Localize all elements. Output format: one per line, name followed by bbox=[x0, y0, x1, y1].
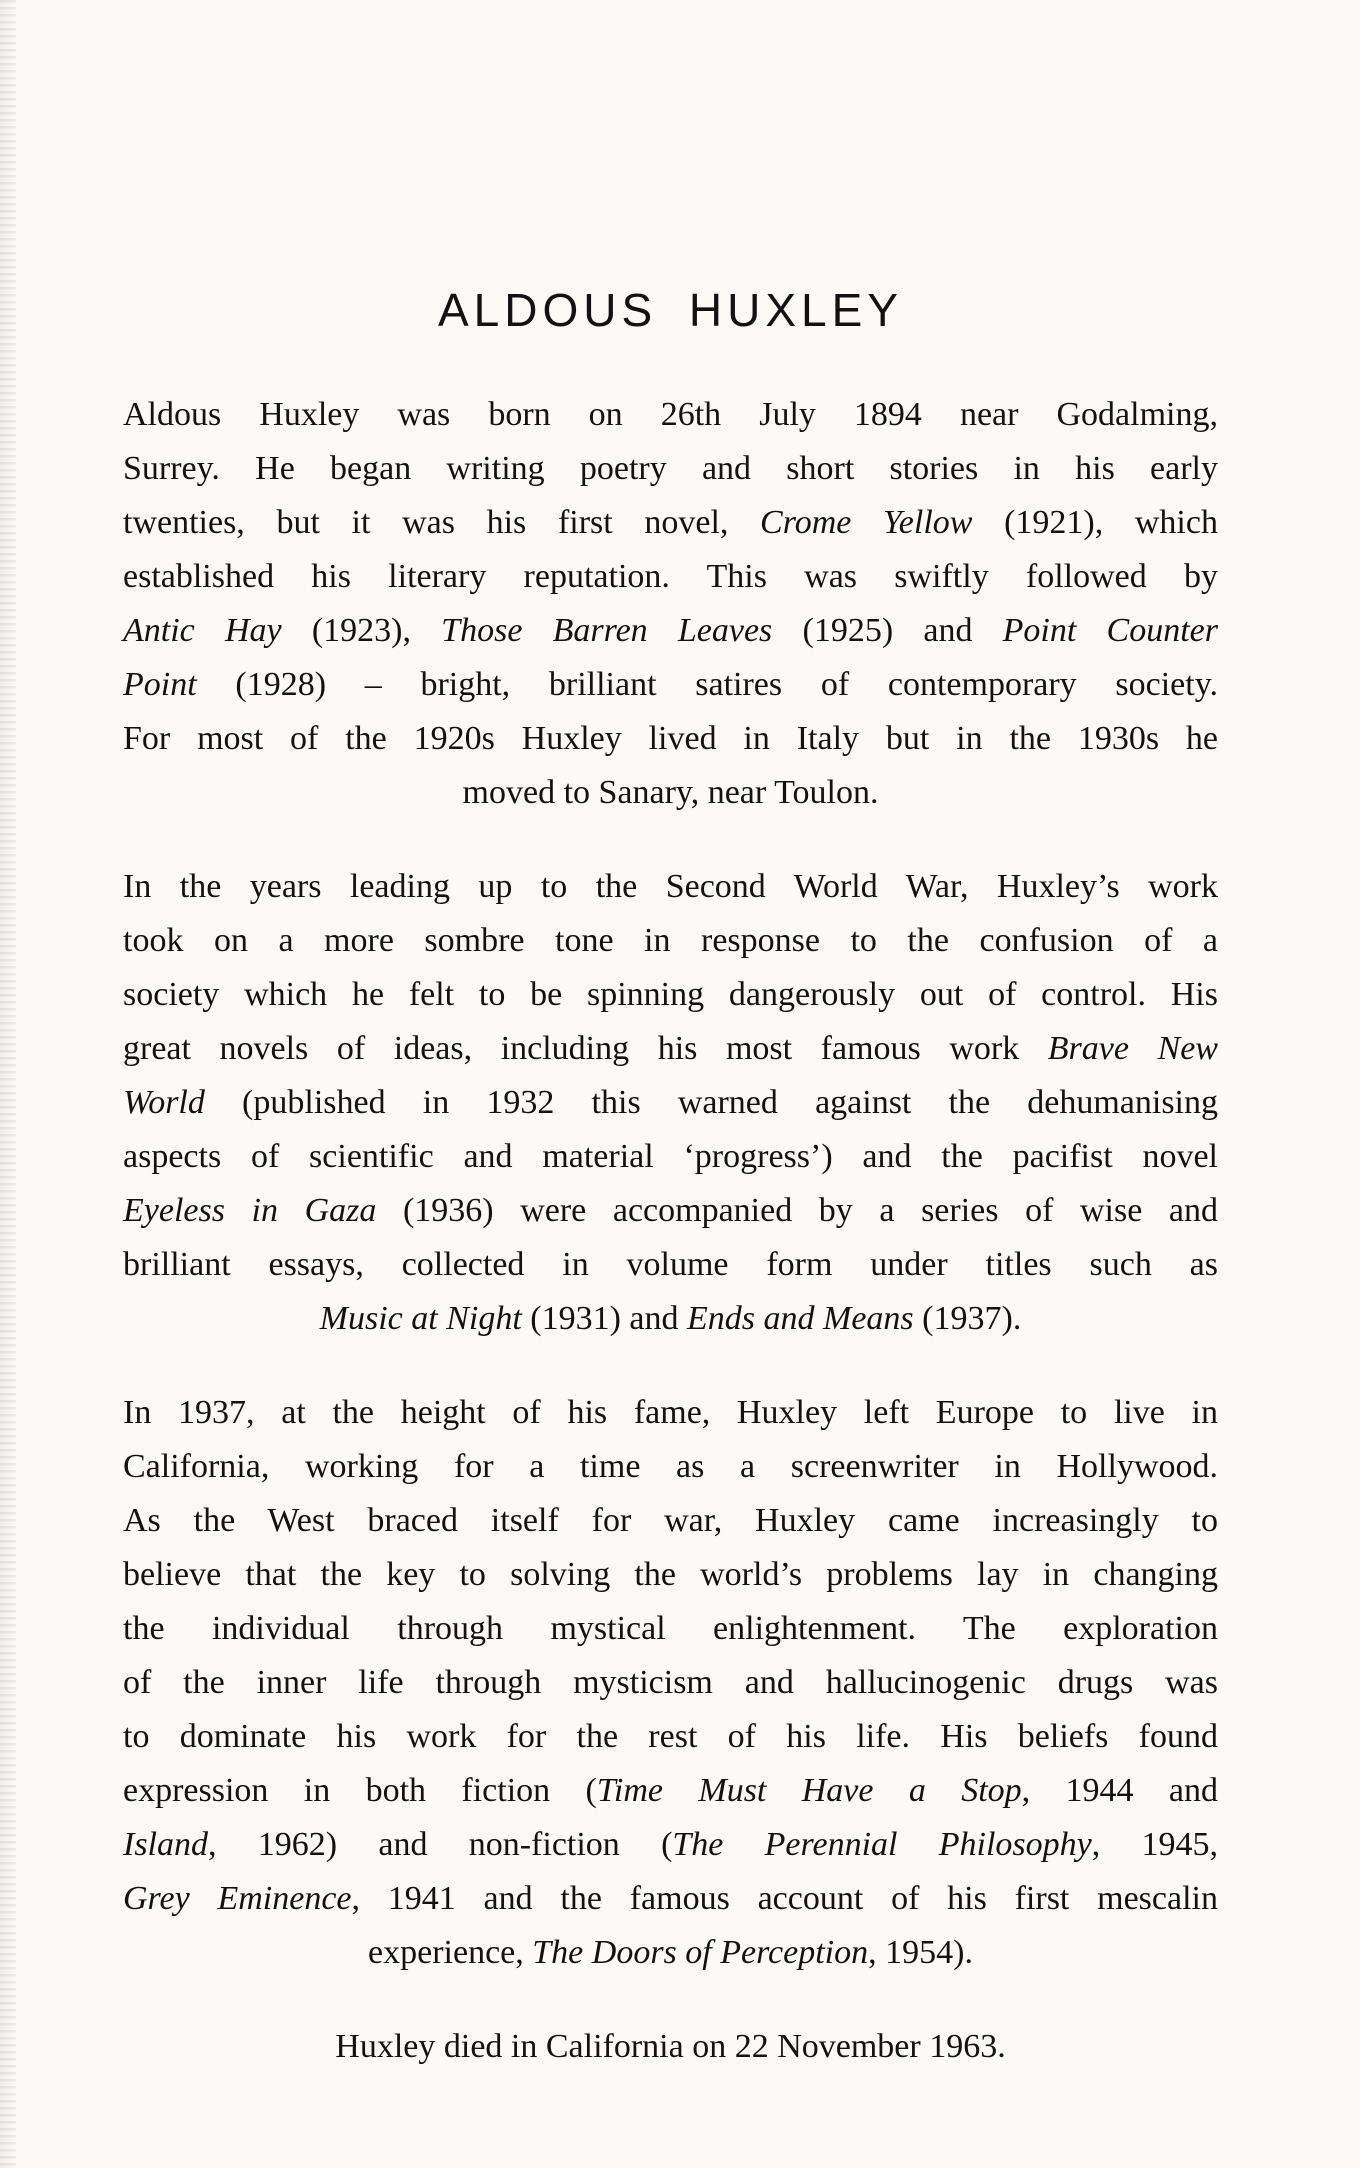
text-segment: established his literary reputation. This was swiftly followed by bbox=[123, 558, 1218, 595]
text-segment: Huxley died in California on 22 November 1963. bbox=[335, 2028, 1006, 2065]
text-segment: twenties, but it was his first novel, bbox=[123, 504, 761, 541]
book-title-italic: Those Barren Leaves bbox=[441, 612, 773, 649]
paragraph-3 bbox=[123, 1386, 1218, 1980]
text-line bbox=[123, 1710, 1218, 1764]
text-segment: (1928) – bright, brilliant satires of contemporary society. bbox=[196, 666, 1218, 703]
text-segment: expression in both fiction ( bbox=[123, 1772, 597, 1809]
text-line bbox=[123, 1926, 1218, 1980]
book-title-italic: Music at Night bbox=[319, 1300, 522, 1337]
book-title-italic: Antic Hay bbox=[123, 612, 282, 649]
text-line bbox=[123, 604, 1218, 658]
text-segment: believe that the key to solving the world’s problems lay in changing bbox=[123, 1556, 1218, 1593]
page-body bbox=[123, 0, 1218, 2074]
text-segment: In the years leading up to the Second World War, Huxley’s work bbox=[123, 868, 1218, 905]
text-segment: For most of the 1920s Huxley lived in Italy but in the 1930s he bbox=[123, 720, 1218, 757]
book-title-italic: Island bbox=[123, 1826, 208, 1863]
text-segment: , 1954). bbox=[868, 1934, 973, 1971]
text-line bbox=[123, 1386, 1218, 1440]
text-segment: society which he felt to be spinning dangerously out of control. His bbox=[123, 976, 1218, 1013]
text-segment: of the inner life through mysticism and hallucinogenic drugs was bbox=[123, 1664, 1218, 1701]
book-title-italic: Grey Eminence bbox=[123, 1880, 352, 1917]
book-title-italic: Point bbox=[123, 666, 197, 703]
text-line bbox=[123, 1238, 1218, 1292]
text-line bbox=[123, 1602, 1218, 1656]
text-segment: took on a more sombre tone in response to the confusion of a bbox=[123, 922, 1218, 959]
text-segment: (1921), which bbox=[972, 504, 1218, 541]
text-line bbox=[123, 1818, 1218, 1872]
text-line bbox=[123, 442, 1218, 496]
text-line bbox=[123, 1184, 1218, 1238]
scan-edge-artifact bbox=[0, 0, 16, 2168]
text-segment: , 1945, bbox=[1091, 1826, 1219, 1863]
text-line bbox=[123, 1022, 1218, 1076]
text-line bbox=[123, 1494, 1218, 1548]
text-segment: Surrey. He began writing poetry and short stories in his early bbox=[123, 450, 1218, 487]
book-title-italic: Eyeless in Gaza bbox=[123, 1192, 377, 1229]
text-segment: great novels of ideas, including his most famous work bbox=[123, 1030, 1048, 1067]
text-segment: to dominate his work for the rest of his life. His beliefs found bbox=[123, 1718, 1218, 1755]
text-line bbox=[123, 1548, 1218, 1602]
page-title: ALDOUS HUXLEY bbox=[437, 284, 903, 336]
text-segment: In 1937, at the height of his fame, Huxley left Europe to live in bbox=[123, 1394, 1218, 1431]
book-title-italic: Time Must Have a Stop bbox=[596, 1772, 1022, 1809]
text-segment: (1923), bbox=[281, 612, 442, 649]
text-line bbox=[123, 860, 1218, 914]
paragraph-4 bbox=[123, 2020, 1218, 2074]
book-title-italic: Point Counter bbox=[1002, 612, 1218, 649]
text-segment: , 1944 and bbox=[1021, 1772, 1219, 1809]
text-segment: (1931) and bbox=[521, 1300, 688, 1337]
book-title-italic: World bbox=[123, 1084, 205, 1121]
text-line bbox=[123, 2020, 1218, 2074]
text-line bbox=[123, 1440, 1218, 1494]
text-segment: experience, bbox=[368, 1934, 533, 1971]
text-line bbox=[123, 712, 1218, 766]
text-line bbox=[123, 496, 1218, 550]
book-title-italic: Crome Yellow bbox=[760, 504, 973, 541]
text-line bbox=[123, 1656, 1218, 1710]
text-segment: Aldous Huxley was born on 26th July 1894 near Godalming, bbox=[123, 396, 1218, 433]
paragraph-2 bbox=[123, 860, 1218, 1346]
text-segment: , 1962) and non-fiction ( bbox=[208, 1826, 673, 1863]
text-segment: As the West braced itself for war, Huxley came increasingly to bbox=[123, 1502, 1218, 1539]
text-segment: brilliant essays, collected in volume form under titles such as bbox=[123, 1246, 1218, 1283]
text-segment: (1937). bbox=[913, 1300, 1022, 1337]
book-title-italic: The Doors of Perception bbox=[532, 1934, 869, 1971]
text-segment: the individual through mystical enlightenment. The exploration bbox=[123, 1610, 1218, 1647]
text-line bbox=[123, 766, 1218, 820]
text-segment: aspects of scientific and material ‘progress’) and the pacifist novel bbox=[123, 1138, 1218, 1175]
paragraph-1 bbox=[123, 388, 1218, 820]
text-segment: California, working for a time as a screenwriter in Hollywood. bbox=[123, 1448, 1218, 1485]
text-line bbox=[123, 1130, 1218, 1184]
text-line bbox=[123, 658, 1218, 712]
text-line bbox=[123, 914, 1218, 968]
text-segment: (1936) were accompanied by a series of wise and bbox=[376, 1192, 1218, 1229]
text-line bbox=[123, 968, 1218, 1022]
text-segment: (1925) and bbox=[772, 612, 1003, 649]
text-line bbox=[123, 1764, 1218, 1818]
text-segment: moved to Sanary, near Toulon. bbox=[462, 774, 879, 811]
book-title-italic: The Perennial Philosophy bbox=[672, 1826, 1092, 1863]
text-line bbox=[123, 1292, 1218, 1346]
text-line bbox=[123, 1872, 1218, 1926]
text-line bbox=[123, 388, 1218, 442]
text-line bbox=[123, 1076, 1218, 1130]
text-segment: , 1941 and the famous account of his first mescalin bbox=[351, 1880, 1218, 1917]
text-segment: (published in 1932 this warned against the dehumanising bbox=[204, 1084, 1218, 1121]
text-line bbox=[123, 550, 1218, 604]
book-title-italic: Brave New bbox=[1047, 1030, 1218, 1067]
book-title-italic: Ends and Means bbox=[687, 1300, 914, 1337]
